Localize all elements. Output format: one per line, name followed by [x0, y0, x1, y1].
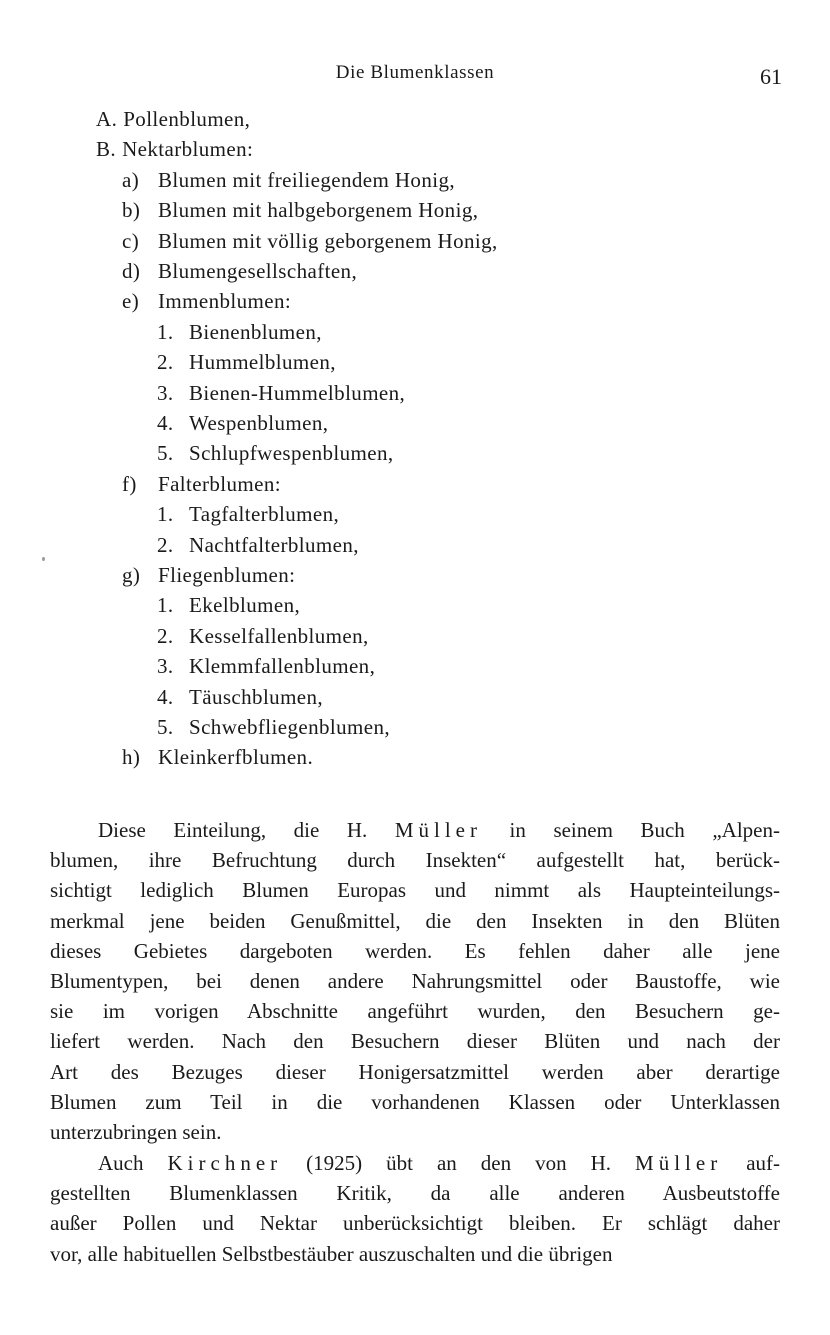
outline-item	[157, 712, 390, 742]
outline-item-label: 2.	[157, 623, 174, 648]
text-line	[50, 1148, 780, 1178]
outline-item	[157, 408, 328, 438]
outline-item	[157, 682, 323, 712]
outline-item-text: Pollenblumen,	[123, 107, 251, 131]
outline-item-text: Kesselfallenblumen,	[189, 623, 369, 648]
text-line	[50, 1208, 780, 1238]
outline-item	[157, 378, 405, 408]
outline-item-label: 4.	[157, 684, 174, 709]
text-line	[50, 1239, 780, 1269]
text-run: sichtigt lediglich Blumen Europas und nimmt als Haupteinteilungs-	[50, 878, 780, 903]
paragraph-mueller-classification	[50, 815, 780, 1147]
outline-item	[122, 560, 295, 590]
text-run: dieses Gebietes dargeboten werden. Es fehlen daher alle jene	[50, 938, 780, 963]
outline-item-text: Hummelblumen,	[189, 350, 336, 375]
outline-item-text: Ekelblumen,	[189, 593, 301, 618]
outline-item	[122, 256, 357, 286]
paragraph-kirchner-critique	[50, 1148, 780, 1269]
outline-item-label: A.	[96, 107, 118, 131]
text-run: Blumentypen, bei denen andere Nahrungsmittel oder Baustoffe, wie	[50, 968, 780, 993]
outline-item	[157, 347, 336, 377]
outline-item	[96, 104, 250, 134]
outline-item-label: b)	[122, 198, 141, 223]
outline-item	[122, 286, 291, 316]
outline-item	[157, 621, 369, 651]
text-line	[50, 1117, 780, 1147]
outline-item-label: 1.	[157, 502, 174, 527]
text-line	[50, 845, 780, 875]
outline-item-text: Fliegenblumen:	[158, 563, 296, 587]
outline-item-text: Tagfalterblumen,	[189, 502, 340, 527]
text-run: außer Pollen und Nektar unberücksichtigt bleiben. Er schlägt daher	[50, 1211, 780, 1236]
text-line	[50, 906, 780, 936]
text-run: Art des Bezuges dieser Honigersatzmittel werden aber derartige	[50, 1059, 780, 1084]
outline-item-label: g)	[122, 563, 141, 587]
text-run: (1925) übt an den von H.	[282, 1151, 636, 1175]
text-line	[50, 936, 780, 966]
text-run: in seinem Buch „Alpen-	[482, 818, 780, 842]
outline-item-text: Immenblumen:	[158, 289, 292, 314]
author-name: Kirchner	[167, 1151, 283, 1175]
outline-item	[157, 530, 359, 560]
text-line	[50, 815, 780, 845]
outline-item-text: Bienen-Hummelblumen,	[189, 380, 406, 405]
outline-item-label: d)	[122, 259, 141, 283]
outline-item	[157, 438, 394, 468]
text-line	[50, 966, 780, 996]
outline-item-text: Schlupfwespenblumen,	[189, 441, 394, 466]
running-title: Die Blumenklassen	[335, 62, 495, 83]
outline-item	[96, 134, 253, 164]
outline-item-label: 2.	[157, 532, 174, 557]
outline-item-text: Blumen mit völlig geborgenem Honig,	[158, 228, 498, 253]
outline-item-label: f)	[122, 471, 137, 496]
outline-item	[157, 590, 300, 620]
outline-item-label: a)	[122, 167, 140, 192]
outline-item-text: Blumen mit halbgeborgenem Honig,	[158, 198, 479, 223]
outline-item-label: 4.	[157, 411, 174, 435]
outline-item-label: 3.	[157, 380, 174, 405]
outline-item-text: Schwebfliegenblumen,	[189, 715, 391, 739]
text-run: Blumen zum Teil in die vorhandenen Klassen oder Unterklassen	[50, 1089, 780, 1114]
text-run: sie im vorigen Abschnitte angeführt wurden, den Besuchern ge-	[50, 999, 780, 1024]
outline-item-label: e)	[122, 289, 140, 314]
outline-item-label: 2.	[157, 350, 174, 375]
outline-item-label: 1.	[157, 593, 174, 618]
outline-item-label: 1.	[157, 319, 174, 344]
outline-item-label: 5.	[157, 441, 174, 466]
text-line	[50, 1087, 780, 1117]
outline-item-label: B.	[96, 137, 117, 162]
outline-item	[122, 742, 313, 772]
outline-item	[157, 317, 322, 347]
outline-item-text: Täuschblumen,	[189, 684, 324, 709]
outline-item-text: Nachtfalterblumen,	[189, 532, 359, 557]
outline-item-text: Bienenblumen,	[189, 319, 322, 344]
text-line	[50, 875, 780, 905]
outline-item-label: c)	[122, 228, 140, 253]
outline-item-label: 3.	[157, 654, 174, 679]
text-run: Auch	[98, 1151, 168, 1175]
text-run: liefert werden. Nach den Besuchern dieser Blüten und nach der	[50, 1029, 780, 1054]
outline-item-text: Klemmfallenblumen,	[189, 654, 376, 679]
outline-item	[157, 499, 339, 529]
outline-item	[122, 226, 498, 256]
outline-item	[122, 469, 281, 499]
text-run: unterzubringen sein.	[50, 1119, 222, 1144]
text-line	[50, 1178, 780, 1208]
outline-item-text: Blumengesellschaften,	[158, 259, 358, 283]
outline-item-text: Nektarblumen:	[122, 137, 254, 162]
page-number: 61	[760, 64, 782, 89]
outline-item-text: Blumen mit freiliegendem Honig,	[158, 167, 456, 192]
outline-item-label: 5.	[157, 715, 174, 739]
text-run: merkmal jene beiden Genußmittel, die den Insekten in den Blüten	[50, 908, 780, 933]
text-run: auf-	[722, 1151, 780, 1175]
author-name: Müller	[394, 818, 482, 842]
outline-item-text: Falterblumen:	[158, 471, 282, 496]
outline-item-text: Kleinkerfblumen.	[158, 745, 314, 770]
outline-item	[122, 195, 478, 225]
outline-item	[157, 651, 375, 681]
text-line	[50, 1057, 780, 1087]
text-line	[50, 996, 780, 1026]
text-run: gestellten Blumenklassen Kritik, da alle anderen Ausbeutstoffe	[50, 1181, 780, 1206]
outline-item-label: h)	[122, 745, 141, 770]
text-run: blumen, ihre Befruchtung durch Insekten“ aufgestellt hat, berück-	[50, 848, 780, 873]
running-head	[0, 62, 830, 90]
print-speck	[42, 557, 45, 561]
text-run: Diese Einteilung, die H.	[98, 818, 395, 842]
text-line	[50, 1026, 780, 1056]
text-run: vor, alle habituellen Selbstbestäuber auszuschalten und die übrigen	[50, 1241, 613, 1266]
author-name: Müller	[635, 1151, 723, 1175]
outline-item	[122, 165, 455, 195]
outline-item-text: Wespenblumen,	[189, 411, 329, 435]
